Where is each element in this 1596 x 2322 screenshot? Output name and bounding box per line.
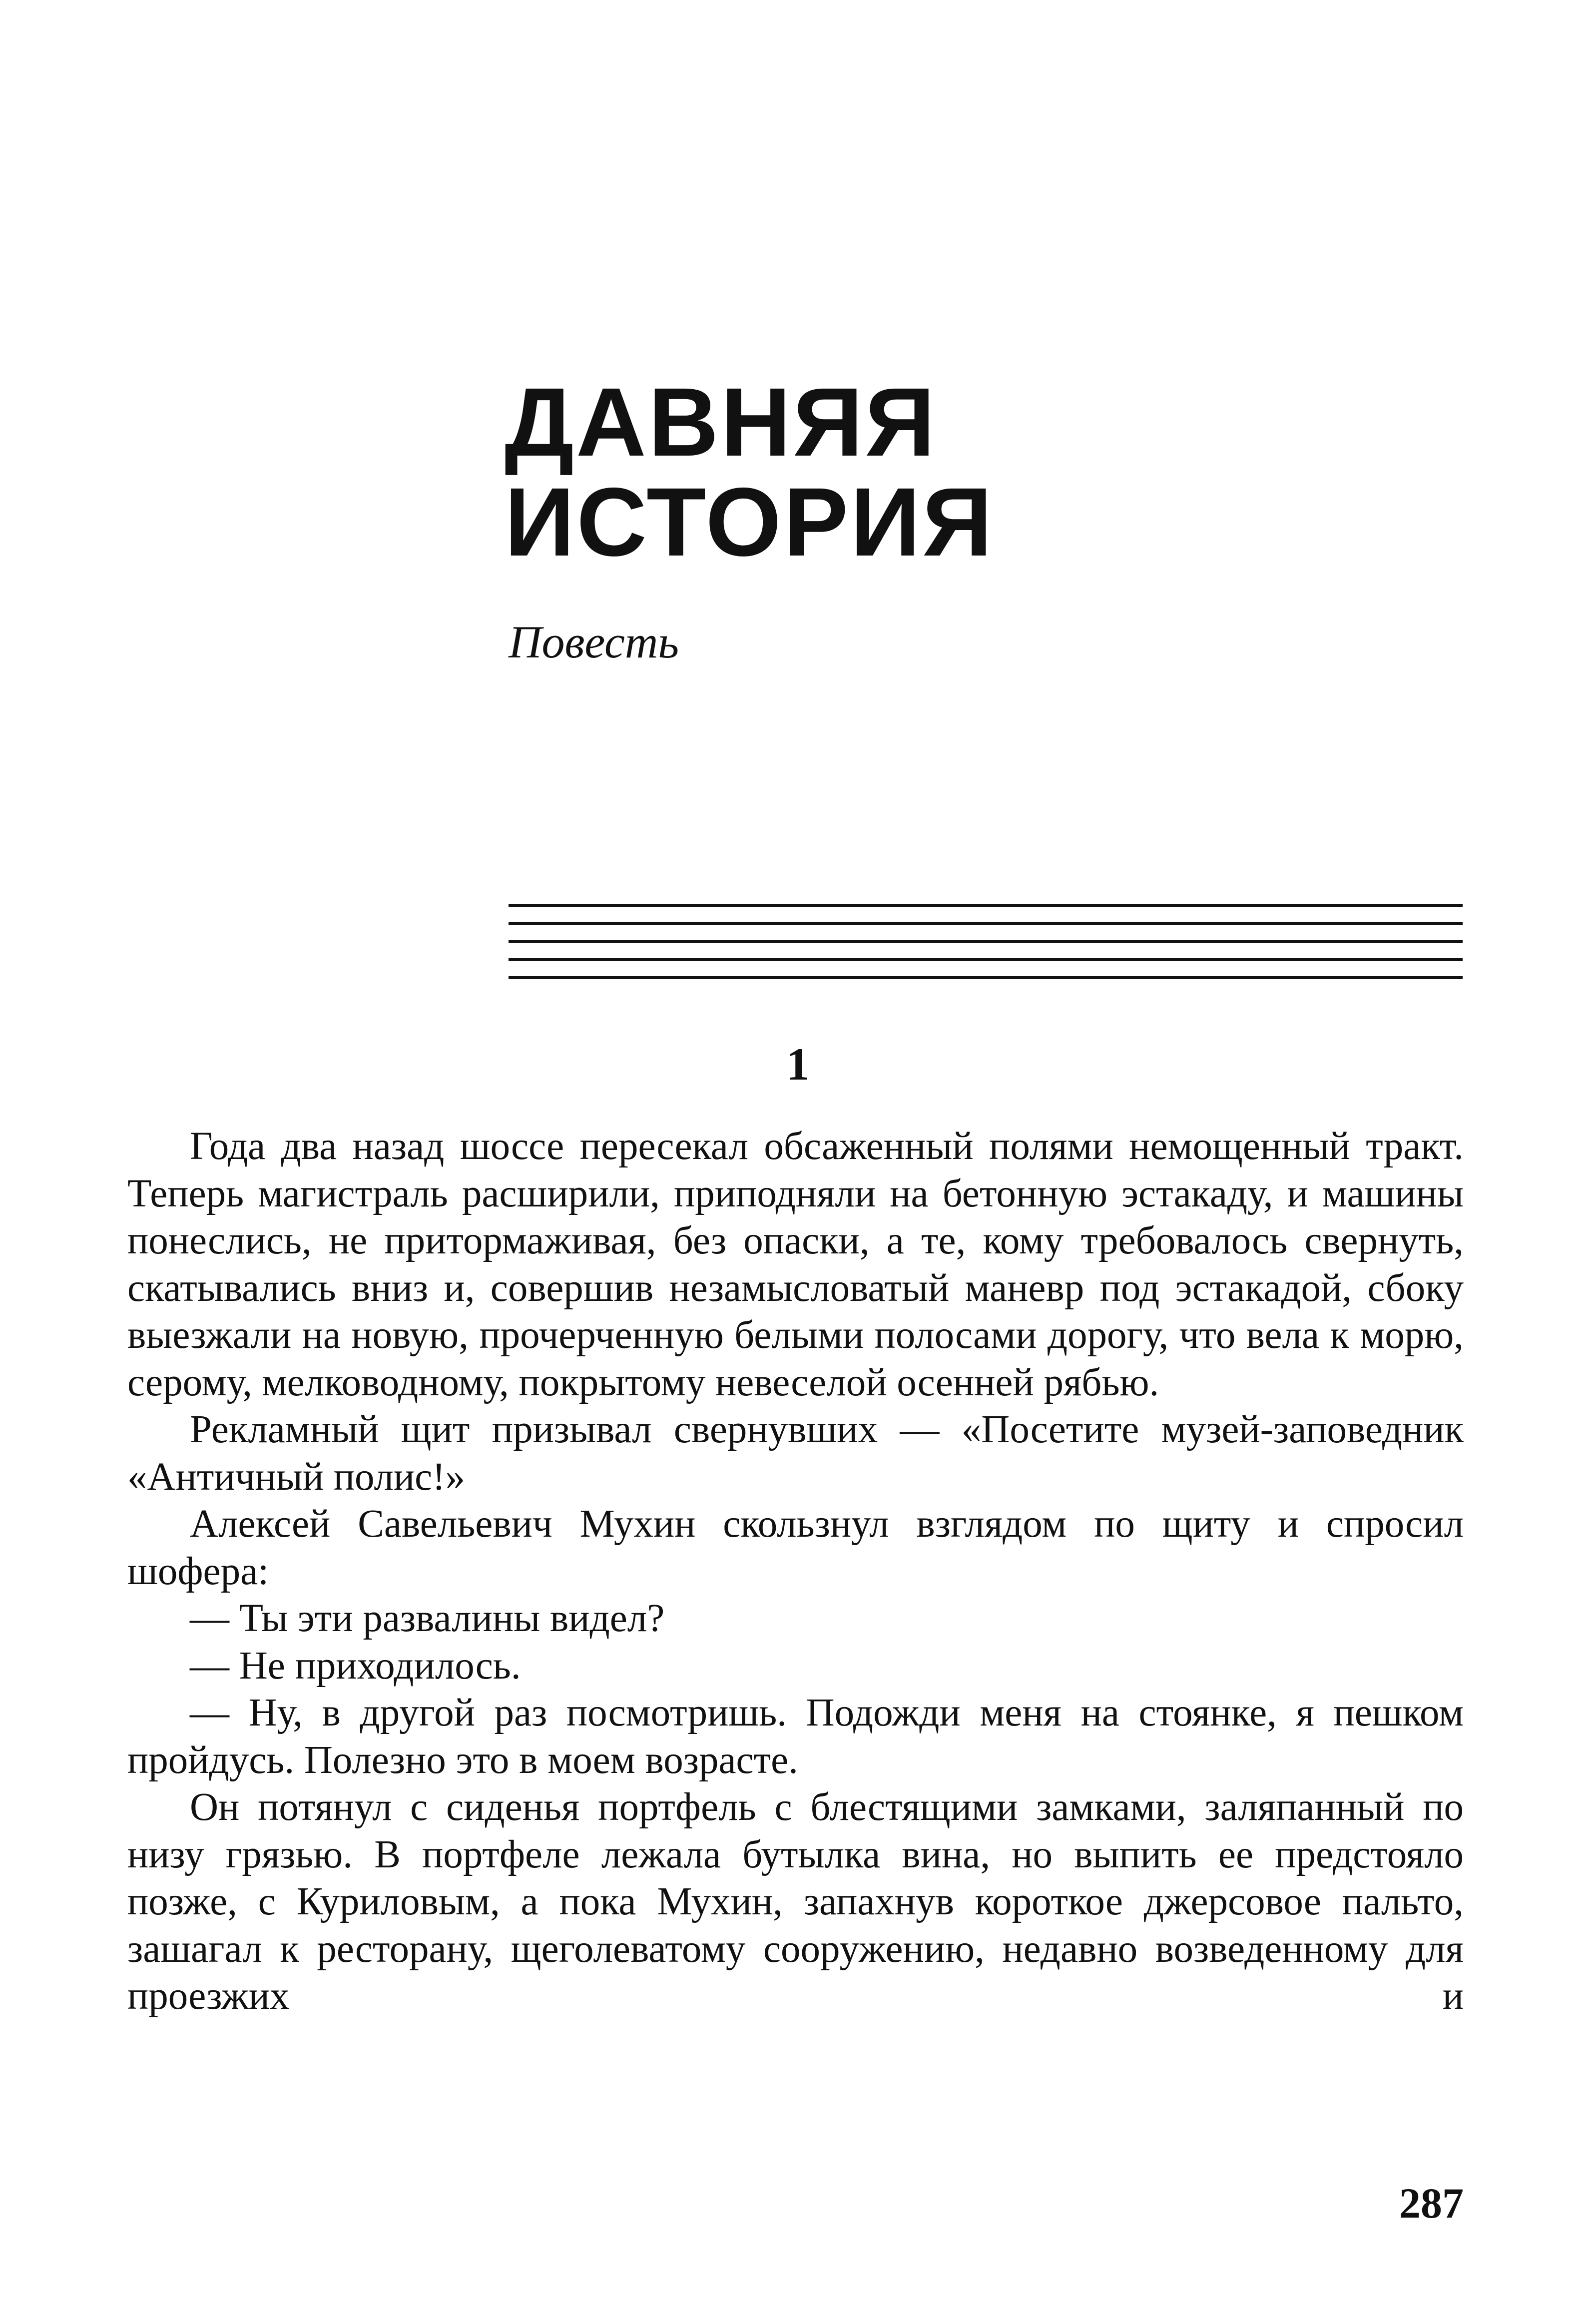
title-line-2: ИСТОРИЯ [505, 468, 995, 577]
genre-subtitle: Повесть [509, 616, 679, 667]
dialogue-line: — Ну, в другой раз посмотришь. Подожди меня на стоянке, я пешком пройдусь. Полезно это в моем возрасте. [127, 1691, 1464, 1782]
paragraph: Он потянул с сиденья портфель с блестящими замками, заляпанный по низу грязью. В портфеле лежала бутылка вина, но выпить ее предстояло позже, с Куриловым, а пока Мухин, запахнув короткое джерсовое пальто, зашагал к ресторану, щеголеватому сооружению, недавно возведенному для проезжих и [127, 1785, 1464, 2018]
story-title [505, 368, 1354, 577]
decorative-rules [509, 904, 1463, 979]
paragraph: Алексей Савельевич Мухин скользнул взглядом по щиту и спросил шофера: [127, 1502, 1464, 1593]
rule-line [509, 976, 1463, 979]
page-number: 287 [1399, 2179, 1464, 2227]
chapter-number: 1 [786, 1039, 810, 1090]
dialogue-line: — Ты эти развалины видел? [190, 1597, 665, 1640]
rule-line [509, 922, 1463, 925]
rule-line [509, 904, 1463, 907]
paragraph: Года два назад шоссе пересекал обсаженный полями немощенный тракт. Теперь магистраль расширили, приподняли на бетонную эстакаду, и машины понеслись, не притормаживая, без опаски, а те, кому требовалось свернуть, скатывались вниз и, совершив незамысловатый маневр под эстакадой, сбоку выезжали на новую, прочерченную белыми полосами дорогу, что вела к морю, серому, мелководному, покрытому невеселой осенней рябью. [127, 1125, 1464, 1404]
body-text [127, 1123, 1464, 2020]
rule-line [509, 958, 1463, 961]
title-line-1: ДАВНЯЯ [505, 368, 937, 477]
dialogue-line: — Не приходилось. [190, 1644, 521, 1688]
chapter-heading [0, 1037, 1596, 1092]
paragraph: Рекламный щит призывал свернувших — «Посетите музей-заповедник «Античный полис!» [127, 1408, 1464, 1499]
rule-line [509, 940, 1463, 943]
